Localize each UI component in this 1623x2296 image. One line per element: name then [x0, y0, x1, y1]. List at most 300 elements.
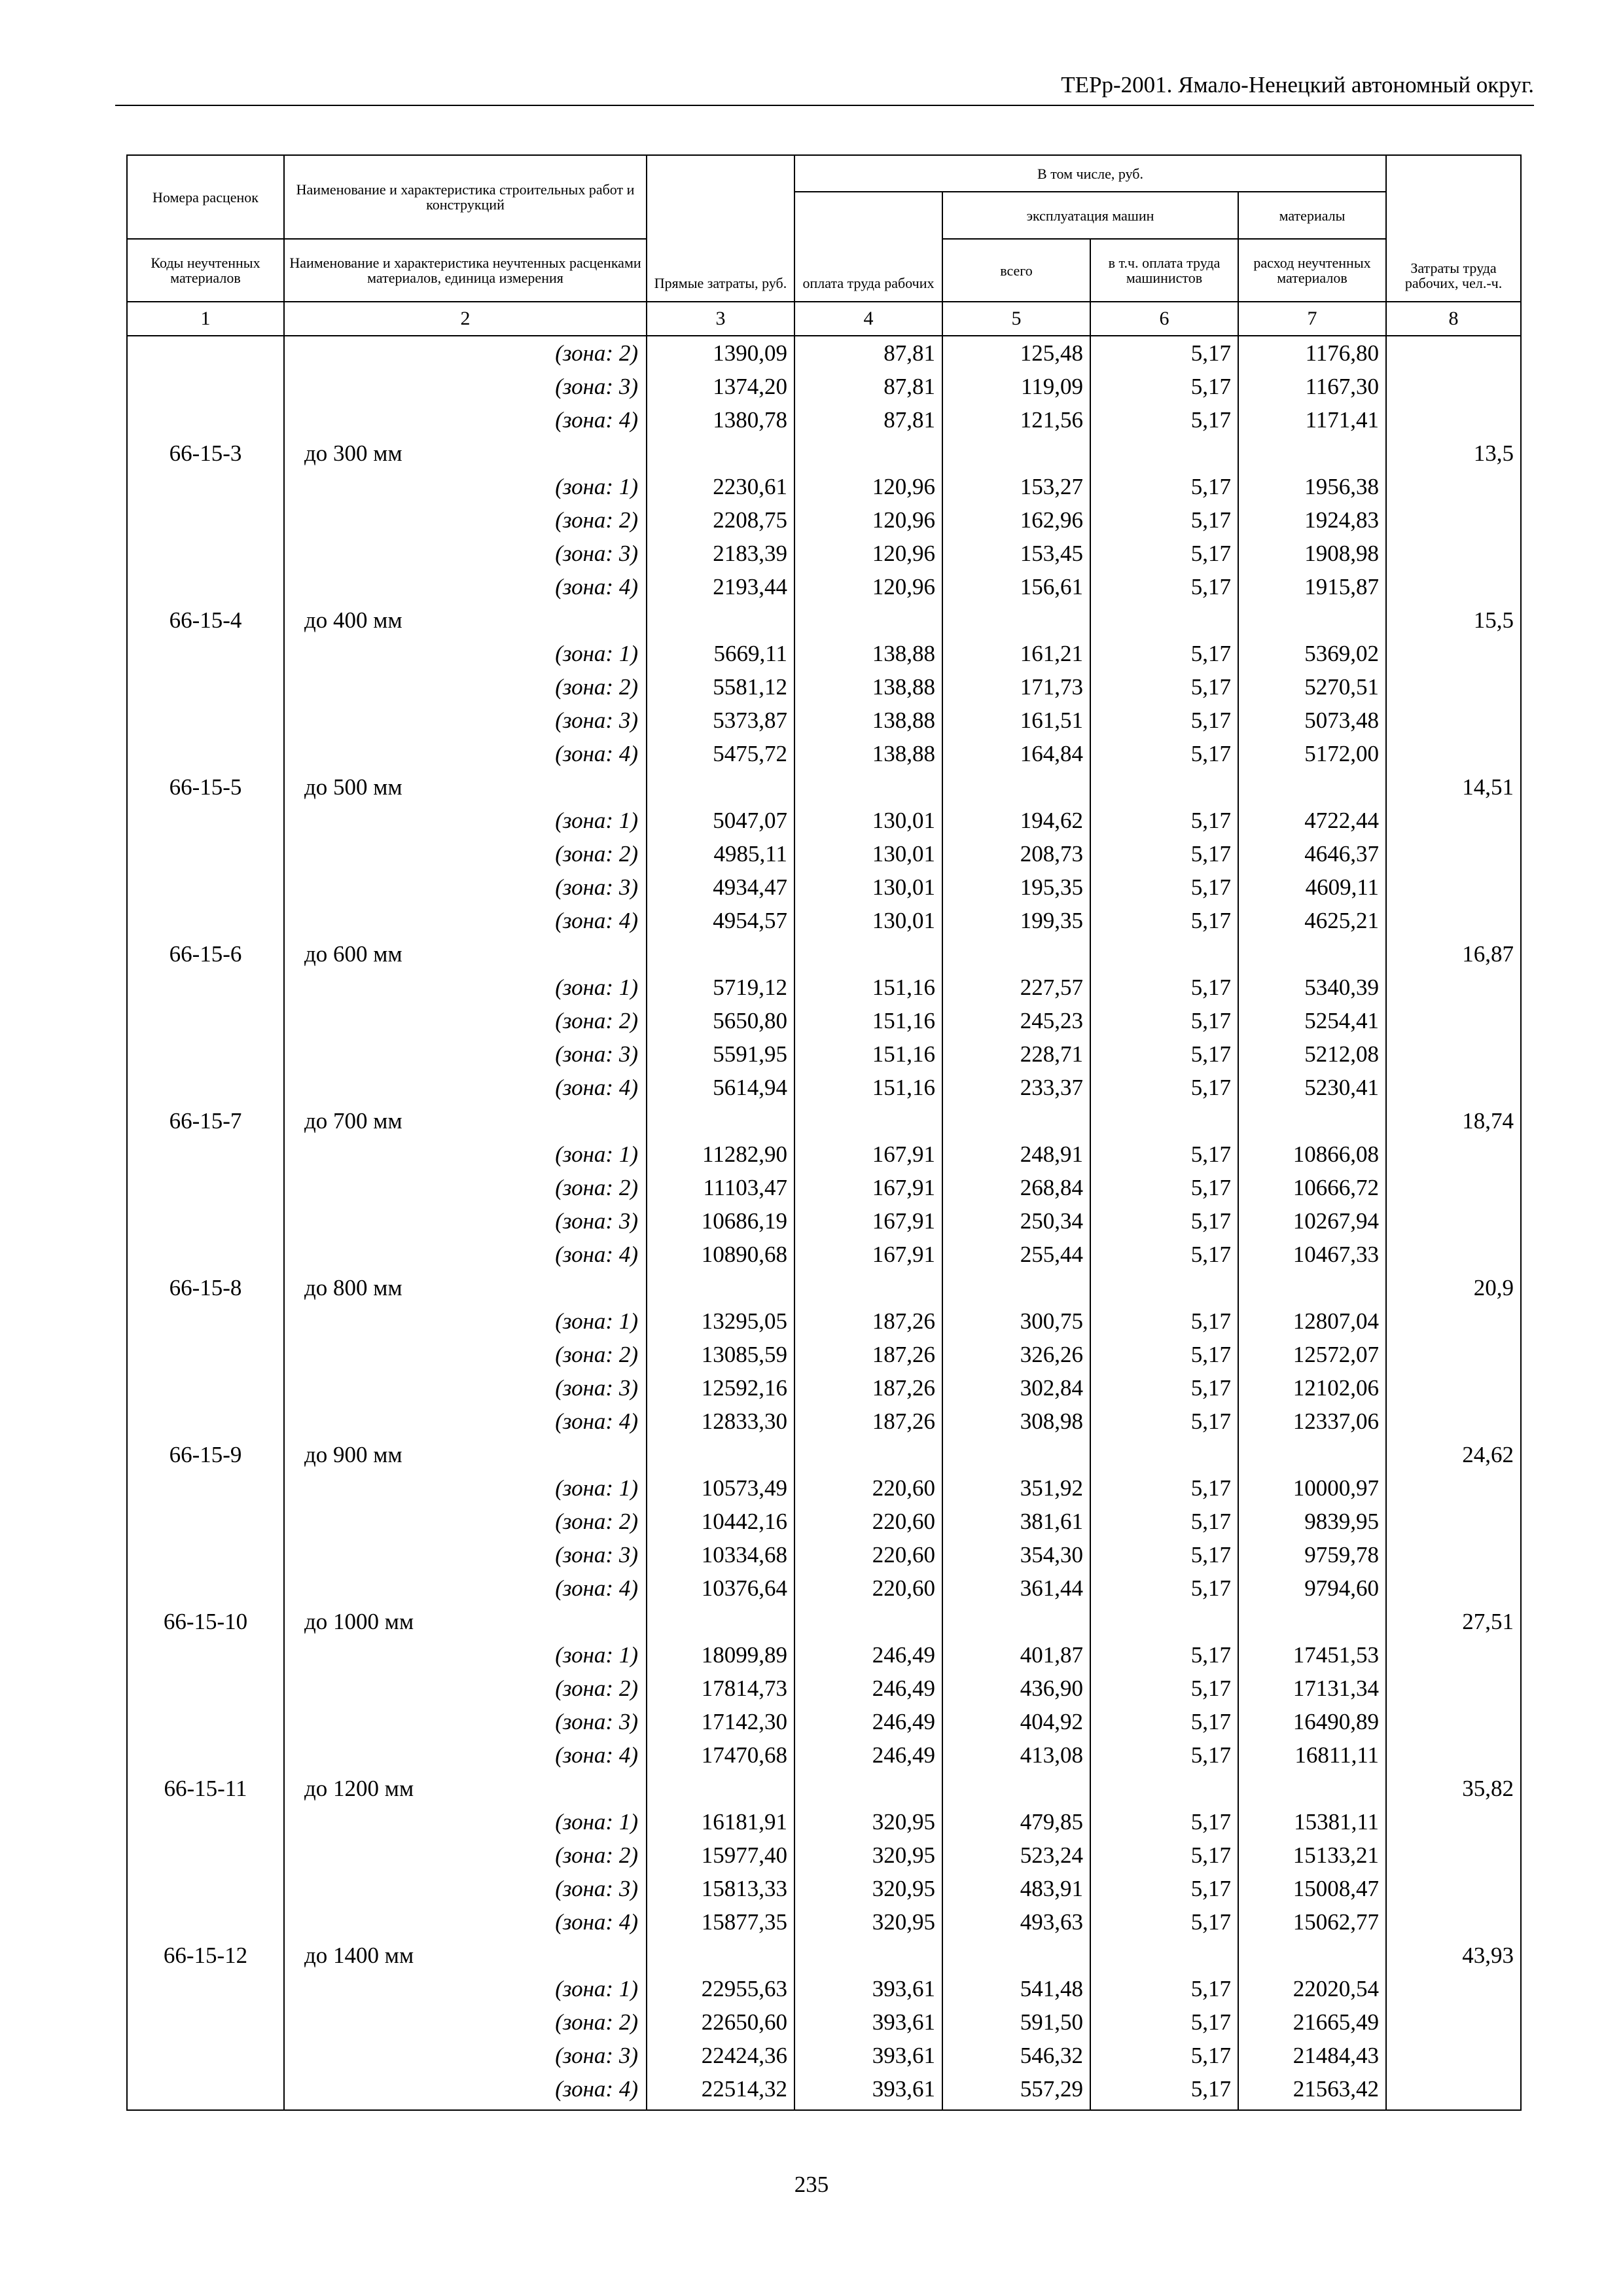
wages-value: 393,61 — [872, 2009, 935, 2035]
rate-code-cell — [127, 1271, 284, 1438]
machines-cell — [942, 336, 1090, 437]
work-name: до 500 мм — [304, 774, 402, 800]
empty-line — [128, 1738, 283, 1772]
machines-value: 208,73 — [1020, 841, 1083, 867]
operators-value: 5,17 — [1190, 641, 1231, 666]
materials-value: 15008,47 — [1293, 1876, 1380, 1901]
empty-line — [128, 503, 283, 537]
materials-value: 4609,11 — [1305, 874, 1380, 900]
empty-line — [1387, 1505, 1520, 1538]
empty-line — [1387, 2005, 1520, 2039]
direct-value: 5591,95 — [713, 1041, 787, 1067]
empty-line — [128, 470, 283, 503]
zone-label: (зона: 1) — [555, 1809, 638, 1835]
operators-value: 5,17 — [1190, 708, 1231, 733]
empty-line — [128, 537, 283, 570]
empty-line — [1239, 1438, 1385, 1471]
direct-value: 11282,90 — [702, 1141, 787, 1167]
empty-line — [1091, 1772, 1238, 1805]
empty-line — [1387, 670, 1520, 704]
wages-value: 167,91 — [872, 1175, 935, 1200]
header-material-names: Наименование и характеристика неучтенных расценками материалов, единица измерения — [284, 239, 647, 302]
direct-value: 5614,94 — [713, 1075, 787, 1100]
empty-line — [1091, 603, 1238, 637]
wages-value: 130,01 — [872, 841, 935, 867]
wages-value: 120,96 — [872, 574, 935, 600]
materials-value: 5172,00 — [1304, 741, 1380, 766]
materials-value: 4722,44 — [1304, 808, 1380, 833]
machines-value: 171,73 — [1020, 674, 1083, 700]
wages-value: 320,95 — [872, 1809, 935, 1835]
zone-label: (зона: 4) — [555, 1408, 638, 1434]
wages-value: 393,61 — [872, 2076, 935, 2102]
column-number: 2 — [284, 302, 647, 336]
work-name-cell — [284, 937, 647, 1104]
rate-code-cell — [127, 937, 284, 1104]
rate-group-row — [127, 437, 1521, 603]
empty-line — [128, 403, 283, 437]
wages-value: 246,49 — [872, 1742, 935, 1768]
wages-cell — [794, 1772, 942, 1939]
operators-value: 5,17 — [1190, 1876, 1231, 1901]
header-operators-wages: в т.ч. оплата труда машинистов — [1090, 239, 1238, 302]
machines-cell — [942, 1271, 1090, 1438]
materials-value: 22020,54 — [1293, 1976, 1380, 2001]
materials-cell — [1238, 1438, 1386, 1605]
operators-value: 5,17 — [1190, 674, 1231, 700]
zone-label: (зона: 1) — [555, 1308, 638, 1334]
machines-value: 228,71 — [1020, 1041, 1083, 1067]
header-material-codes: Коды неучтенных материалов — [127, 239, 284, 302]
column-number: 8 — [1386, 302, 1521, 336]
wages-value: 246,49 — [872, 1642, 935, 1668]
materials-value: 12337,06 — [1293, 1408, 1380, 1434]
empty-line — [128, 1505, 283, 1538]
empty-line — [1387, 737, 1520, 770]
wages-cell — [794, 770, 942, 937]
materials-value: 16811,11 — [1294, 1742, 1380, 1768]
operators-cell — [1090, 1939, 1238, 2110]
labor-cell — [1386, 1772, 1521, 1939]
operators-value: 5,17 — [1190, 1509, 1231, 1534]
empty-line — [1387, 1638, 1520, 1672]
machines-cell — [942, 437, 1090, 603]
materials-value: 12102,06 — [1293, 1375, 1380, 1401]
direct-cell — [647, 437, 794, 603]
empty-line — [128, 1371, 283, 1405]
materials-value: 1167,30 — [1305, 374, 1380, 399]
empty-line — [943, 770, 1090, 804]
machines-value: 162,96 — [1020, 507, 1083, 533]
table-head — [127, 155, 1521, 336]
column-number: 4 — [794, 302, 942, 336]
wages-value: 187,26 — [872, 1342, 935, 1367]
zone-label: (зона: 1) — [555, 474, 638, 499]
machines-cell — [942, 603, 1090, 770]
wages-value: 151,16 — [872, 975, 935, 1000]
empty-line — [795, 437, 942, 470]
empty-line — [1387, 904, 1520, 937]
work-name-cell — [284, 1939, 647, 2110]
direct-value: 10890,68 — [701, 1242, 787, 1267]
rate-code: 66-15-5 — [169, 774, 242, 800]
operators-value: 5,17 — [1190, 1742, 1231, 1768]
wages-value: 393,61 — [872, 2043, 935, 2068]
operators-cell — [1090, 937, 1238, 1104]
labor-cell — [1386, 1605, 1521, 1772]
column-number: 6 — [1090, 302, 1238, 336]
wages-value: 120,96 — [872, 474, 935, 499]
empty-line — [128, 1338, 283, 1371]
wages-cell — [794, 937, 942, 1104]
empty-line — [1387, 570, 1520, 603]
direct-value: 2208,75 — [713, 507, 787, 533]
labor-cell — [1386, 437, 1521, 603]
direct-value: 13295,05 — [701, 1308, 787, 1334]
header-wages: оплата труда рабочих — [794, 192, 942, 302]
zone-label: (зона: 2) — [555, 1175, 638, 1200]
direct-value: 1390,09 — [713, 340, 787, 366]
empty-line — [943, 1605, 1090, 1638]
empty-line — [128, 1004, 283, 1037]
operators-value: 5,17 — [1190, 1141, 1231, 1167]
materials-value: 5254,41 — [1304, 1008, 1380, 1033]
labor-value: 18,74 — [1462, 1108, 1514, 1134]
zone-label: (зона: 3) — [555, 1542, 638, 1568]
direct-value: 5581,12 — [713, 674, 787, 700]
labor-value: 43,93 — [1462, 1943, 1514, 1968]
zone-label: (зона: 3) — [555, 1208, 638, 1234]
machines-value: 541,48 — [1020, 1976, 1083, 2001]
direct-value: 22955,63 — [701, 1976, 787, 2001]
rate-code: 66-15-7 — [169, 1108, 242, 1134]
materials-value: 12807,04 — [1293, 1308, 1380, 1334]
work-name: до 900 мм — [304, 1442, 402, 1467]
empty-line — [1239, 770, 1385, 804]
materials-value: 1176,80 — [1305, 340, 1380, 366]
materials-value: 10666,72 — [1293, 1175, 1380, 1200]
empty-line — [128, 670, 283, 704]
empty-line — [128, 570, 283, 603]
empty-line — [1387, 403, 1520, 437]
empty-line — [1387, 1905, 1520, 1939]
wages-value: 151,16 — [872, 1041, 935, 1067]
materials-value: 10000,97 — [1293, 1475, 1380, 1501]
direct-value: 17470,68 — [701, 1742, 787, 1768]
empty-line — [1239, 1104, 1385, 1138]
direct-cell — [647, 1438, 794, 1605]
rate-code: 66-15-4 — [169, 607, 242, 633]
work-name: до 1400 мм — [304, 1943, 414, 1968]
operators-value: 5,17 — [1190, 1676, 1231, 1701]
direct-value: 5669,11 — [713, 641, 787, 666]
empty-line — [1387, 1839, 1520, 1872]
direct-value: 10573,49 — [701, 1475, 787, 1501]
empty-line — [128, 804, 283, 837]
empty-line — [647, 1104, 794, 1138]
direct-value: 18099,89 — [701, 1642, 787, 1668]
direct-value: 10686,19 — [701, 1208, 787, 1234]
work-name-cell — [284, 603, 647, 770]
operators-cell — [1090, 770, 1238, 937]
materials-value: 10467,33 — [1293, 1242, 1380, 1267]
direct-value: 4985,11 — [713, 841, 787, 867]
operators-value: 5,17 — [1190, 541, 1231, 566]
empty-line — [1091, 770, 1238, 804]
operators-value: 5,17 — [1190, 1075, 1231, 1100]
work-name-cell — [284, 1104, 647, 1271]
machines-value: 161,21 — [1020, 641, 1083, 666]
empty-line — [943, 603, 1090, 637]
direct-value: 2183,39 — [713, 541, 787, 566]
wages-cell — [794, 336, 942, 437]
wages-value: 187,26 — [872, 1308, 935, 1334]
materials-cell — [1238, 336, 1386, 437]
operators-value: 5,17 — [1190, 374, 1231, 399]
empty-line — [1387, 1471, 1520, 1505]
empty-line — [128, 1705, 283, 1738]
zone-label: (зона: 2) — [555, 1008, 638, 1033]
zone-label: (зона: 2) — [555, 1509, 638, 1534]
empty-line — [795, 1271, 942, 1304]
empty-line — [943, 1271, 1090, 1304]
materials-cell — [1238, 770, 1386, 937]
machines-value: 164,84 — [1020, 741, 1083, 766]
empty-line — [1387, 503, 1520, 537]
empty-line — [795, 1438, 942, 1471]
zone-label: (зона: 1) — [555, 1642, 638, 1668]
materials-value: 4625,21 — [1304, 908, 1380, 933]
zone-label: (зона: 1) — [555, 641, 638, 666]
operators-value: 5,17 — [1190, 2076, 1231, 2102]
rate-group-row — [127, 336, 1521, 437]
zone-label: (зона: 4) — [555, 1075, 638, 1100]
labor-cell — [1386, 1104, 1521, 1271]
empty-line — [128, 1071, 283, 1104]
operators-value: 5,17 — [1190, 841, 1231, 867]
empty-line — [1387, 804, 1520, 837]
machines-value: 436,90 — [1020, 1676, 1083, 1701]
empty-line — [647, 1438, 794, 1471]
rate-group-row — [127, 1605, 1521, 1772]
machines-value: 119,09 — [1021, 374, 1083, 399]
work-name-cell — [284, 1605, 647, 1772]
direct-cell — [647, 336, 794, 437]
direct-value: 5650,80 — [713, 1008, 787, 1033]
wages-cell — [794, 1939, 942, 2110]
empty-line — [128, 1538, 283, 1571]
work-name: до 300 мм — [304, 440, 402, 466]
empty-line — [943, 1939, 1090, 1972]
empty-line — [128, 904, 283, 937]
zone-label: (зона: 3) — [555, 1375, 638, 1401]
direct-cell — [647, 1104, 794, 1271]
direct-value: 4954,57 — [713, 908, 787, 933]
machines-value: 195,35 — [1020, 874, 1083, 900]
zone-label: (зона: 2) — [555, 841, 638, 867]
zone-label: (зона: 4) — [555, 1909, 638, 1935]
operators-cell — [1090, 437, 1238, 603]
machines-cell — [942, 1772, 1090, 1939]
empty-line — [1387, 1571, 1520, 1605]
wages-cell — [794, 603, 942, 770]
empty-line — [128, 1138, 283, 1171]
zone-label: (зона: 4) — [555, 407, 638, 433]
rate-group-row — [127, 603, 1521, 770]
rate-code-cell — [127, 603, 284, 770]
empty-line — [943, 937, 1090, 971]
materials-value: 5212,08 — [1304, 1041, 1380, 1067]
materials-value: 21665,49 — [1293, 2009, 1380, 2035]
machines-value: 413,08 — [1020, 1742, 1083, 1768]
materials-cell — [1238, 1772, 1386, 1939]
rate-code-cell — [127, 770, 284, 937]
direct-value: 13085,59 — [701, 1342, 787, 1367]
machines-value: 125,48 — [1020, 340, 1083, 366]
labor-value: 27,51 — [1462, 1609, 1514, 1634]
empty-line — [128, 1638, 283, 1672]
operators-value: 5,17 — [1190, 741, 1231, 766]
rate-code-cell — [127, 1939, 284, 2110]
labor-cell — [1386, 1438, 1521, 1605]
zone-label: (зона: 2) — [555, 2009, 638, 2035]
wages-value: 393,61 — [872, 1976, 935, 2001]
empty-line — [128, 2072, 283, 2106]
wages-cell — [794, 1605, 942, 1772]
header-labor-costs: Затраты труда рабочих, чел.-ч. — [1386, 155, 1521, 302]
wages-cell — [794, 1271, 942, 1438]
wages-value: 138,88 — [872, 674, 935, 700]
work-name: до 800 мм — [304, 1275, 402, 1300]
wages-value: 220,60 — [872, 1542, 935, 1568]
empty-line — [1239, 1772, 1385, 1805]
zone-label: (зона: 4) — [555, 1742, 638, 1768]
zone-label: (зона: 1) — [555, 808, 638, 833]
empty-line — [943, 437, 1090, 470]
operators-value: 5,17 — [1190, 1976, 1231, 2001]
labor-cell — [1386, 1939, 1521, 2110]
materials-value: 5230,41 — [1304, 1075, 1380, 1100]
empty-line — [128, 1571, 283, 1605]
zone-label: (зона: 1) — [555, 1475, 638, 1501]
zone-label: (зона: 4) — [555, 908, 638, 933]
machines-value: 404,92 — [1020, 1709, 1083, 1734]
materials-value: 5270,51 — [1304, 674, 1380, 700]
machines-value: 153,45 — [1020, 541, 1083, 566]
operators-value: 5,17 — [1190, 1542, 1231, 1568]
rate-group-row — [127, 1438, 1521, 1605]
machines-value: 591,50 — [1020, 2009, 1083, 2035]
machines-value: 248,91 — [1020, 1141, 1083, 1167]
empty-line — [128, 336, 283, 370]
wages-value: 320,95 — [872, 1909, 935, 1935]
wages-value: 246,49 — [872, 1709, 935, 1734]
empty-line — [1091, 1939, 1238, 1972]
operators-cell — [1090, 1104, 1238, 1271]
rate-group-row — [127, 937, 1521, 1104]
operators-cell — [1090, 336, 1238, 437]
empty-line — [1387, 1705, 1520, 1738]
operators-value: 5,17 — [1190, 1041, 1231, 1067]
empty-line — [1091, 1438, 1238, 1471]
work-name-cell — [284, 1271, 647, 1438]
zone-label: (зона: 3) — [555, 708, 638, 733]
empty-line — [128, 837, 283, 870]
empty-line — [128, 1905, 283, 1939]
zone-label: (зона: 2) — [555, 340, 638, 366]
materials-value: 1924,83 — [1304, 507, 1380, 533]
operators-value: 5,17 — [1190, 2043, 1231, 2068]
wages-value: 120,96 — [872, 507, 935, 533]
column-number: 3 — [647, 302, 794, 336]
materials-value: 12572,07 — [1293, 1342, 1380, 1367]
empty-line — [1091, 1271, 1238, 1304]
empty-line — [128, 1872, 283, 1905]
running-header: ТЕРр-2001. Ямало-Ненецкий автономный округ. — [1061, 72, 1534, 98]
machines-cell — [942, 1939, 1090, 2110]
labor-cell — [1386, 603, 1521, 770]
wages-value: 220,60 — [872, 1509, 935, 1534]
materials-cell — [1238, 1104, 1386, 1271]
wages-value: 220,60 — [872, 1575, 935, 1601]
materials-value: 1915,87 — [1304, 574, 1380, 600]
empty-line — [1387, 1138, 1520, 1171]
direct-value: 17814,73 — [701, 1676, 787, 1701]
direct-value: 22514,32 — [701, 2076, 787, 2102]
header-materials-consumption: расход неучтенных материалов — [1238, 239, 1386, 302]
zone-label: (зона: 2) — [555, 507, 638, 533]
operators-value: 5,17 — [1190, 1809, 1231, 1835]
zone-label: (зона: 2) — [555, 1842, 638, 1868]
rate-group-row — [127, 770, 1521, 937]
rate-code-cell — [127, 1772, 284, 1939]
rate-code-cell — [127, 336, 284, 437]
rates-table — [126, 154, 1522, 2111]
operators-value: 5,17 — [1190, 1175, 1231, 1200]
wages-value: 130,01 — [872, 874, 935, 900]
empty-line — [1387, 370, 1520, 403]
empty-line — [795, 1104, 942, 1138]
direct-cell — [647, 1772, 794, 1939]
empty-line — [1239, 1271, 1385, 1304]
header-group-including: В том числе, руб. — [794, 155, 1386, 192]
empty-line — [1387, 1338, 1520, 1371]
wages-value: 167,91 — [872, 1141, 935, 1167]
empty-line — [128, 1471, 283, 1505]
operators-value: 5,17 — [1190, 474, 1231, 499]
rate-code-cell — [127, 437, 284, 603]
empty-line — [128, 370, 283, 403]
wages-value: 130,01 — [872, 908, 935, 933]
machines-cell — [942, 937, 1090, 1104]
machines-value: 255,44 — [1020, 1242, 1083, 1267]
empty-line — [1239, 603, 1385, 637]
operators-value: 5,17 — [1190, 874, 1231, 900]
empty-line — [795, 603, 942, 637]
zone-label: (зона: 3) — [555, 1709, 638, 1734]
rate-group-row — [127, 1772, 1521, 1939]
operators-value: 5,17 — [1190, 1475, 1231, 1501]
zone-label: (зона: 1) — [555, 1141, 638, 1167]
zone-label: (зона: 1) — [555, 1976, 638, 2001]
empty-line — [1387, 704, 1520, 737]
labor-value: 35,82 — [1462, 1776, 1514, 1801]
operators-cell — [1090, 603, 1238, 770]
direct-cell — [647, 1271, 794, 1438]
wages-value: 120,96 — [872, 541, 935, 566]
machines-value: 302,84 — [1020, 1375, 1083, 1401]
header-machines-total: всего — [942, 239, 1090, 302]
